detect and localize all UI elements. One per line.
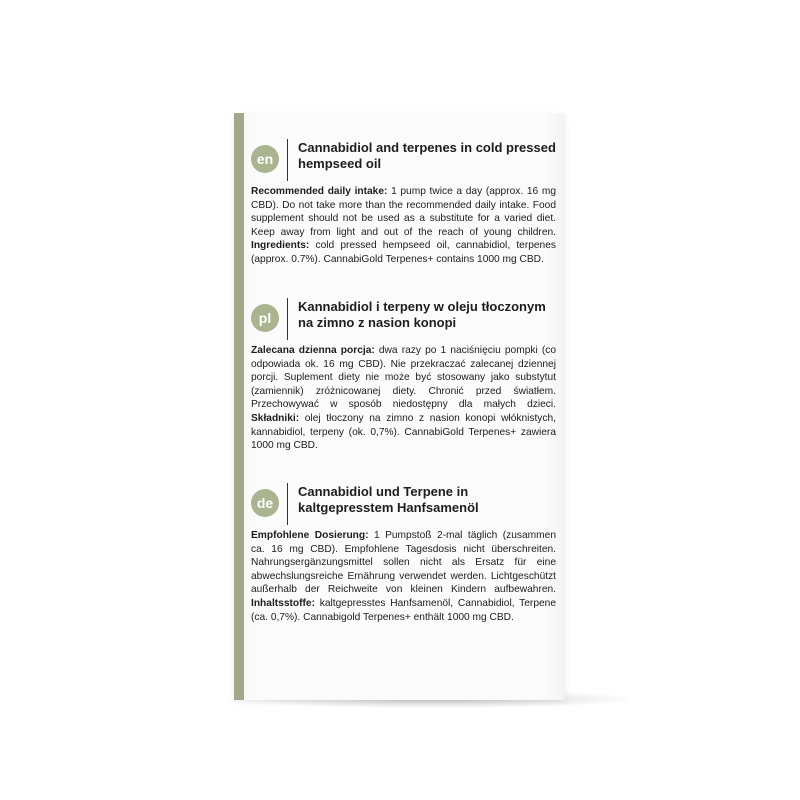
language-badge-en: en xyxy=(251,145,279,173)
language-badge-pl: pl xyxy=(251,304,279,332)
text-ingredients: kaltgepresstes Hanfsamenöl, Cannabidiol, Terpene (ca. 0,7%). Cannabigold Terpenes+ enthält 1000 mg CBD. xyxy=(251,597,556,623)
section-header xyxy=(251,139,556,185)
label-ingredients: Składniki: xyxy=(251,412,300,424)
text-daily-intake: 1 Pumpstoß 2-mal täglich (zusammen ca. 16 mg CBD). Empfohlene Tagesdosis nicht überschreiten. Nahrungsergänzungsmittel sollen nicht als Ersatz für eine abwechslungsreiche Ernährung verwendet werden. Lichtgeschützt außerhalb der Reichweite von kleinen Kindern aufbewahren. xyxy=(251,530,556,596)
section-pl xyxy=(251,298,556,453)
text-daily-intake: dwa razy po 1 naciśnięciu pompki (co odpowiada ok. 16 mg CBD). Nie przekraczać zalecanej dziennej porcji. Suplement diety nie może być stosowany jako substytut (zamiennik) zróżnicowanej diety. Chronić przed światłem. Przechowywać w sposób niedostępny dla małych dzieci. xyxy=(251,345,557,411)
section-en xyxy=(251,139,556,267)
label-ingredients: Ingredients: xyxy=(251,240,310,252)
text-ingredients: olej tłoczony na zimno z nasion konopi włóknistych, kannabidiol, terpeny (ok. 0,7%). CannabiGold Terpenes+ zawiera 1000 mg CBD. xyxy=(251,412,556,452)
section-header xyxy=(251,298,556,344)
label-daily-intake: Recommended daily intake: xyxy=(251,186,388,197)
section-body-de xyxy=(251,529,556,624)
product-box xyxy=(234,113,565,700)
text-daily-intake: 1 pump twice a day (approx. 16 mg CBD). Do not take more than the recommended daily intake. Food supplement should not be used as a substitute for a varied diet. Keep away from light and out of the reach of young children. xyxy=(251,186,556,238)
language-badge-de: de xyxy=(251,489,279,517)
label-daily-intake: Zalecana dzienna porcja: xyxy=(251,345,375,356)
section-title-pl: Kannabidiol i terpeny w oleju tłoczonym na zimno z nasion konopi xyxy=(298,299,546,330)
section-body-pl xyxy=(251,344,556,453)
header-divider xyxy=(287,298,288,340)
header-divider xyxy=(287,139,288,181)
section-header xyxy=(251,483,556,529)
header-divider xyxy=(287,483,288,525)
green-side-stripe xyxy=(234,113,244,700)
section-body-en xyxy=(251,185,556,267)
section-title-de: Cannabidiol und Terpene in kaltgepresstem Hanfsamenöl xyxy=(298,484,479,515)
label-ingredients: Inhaltsstoffe: xyxy=(251,597,315,609)
section-title-en: Cannabidiol and terpenes in cold pressed hempseed oil xyxy=(298,140,556,171)
section-de xyxy=(251,483,556,624)
text-ingredients: cold pressed hempseed oil, cannabidiol, terpenes (approx. 0.7%). CannabiGold Terpenes+ contains 1000 mg CBD. xyxy=(251,240,556,265)
label-daily-intake: Empfohlene Dosierung: xyxy=(251,530,369,541)
